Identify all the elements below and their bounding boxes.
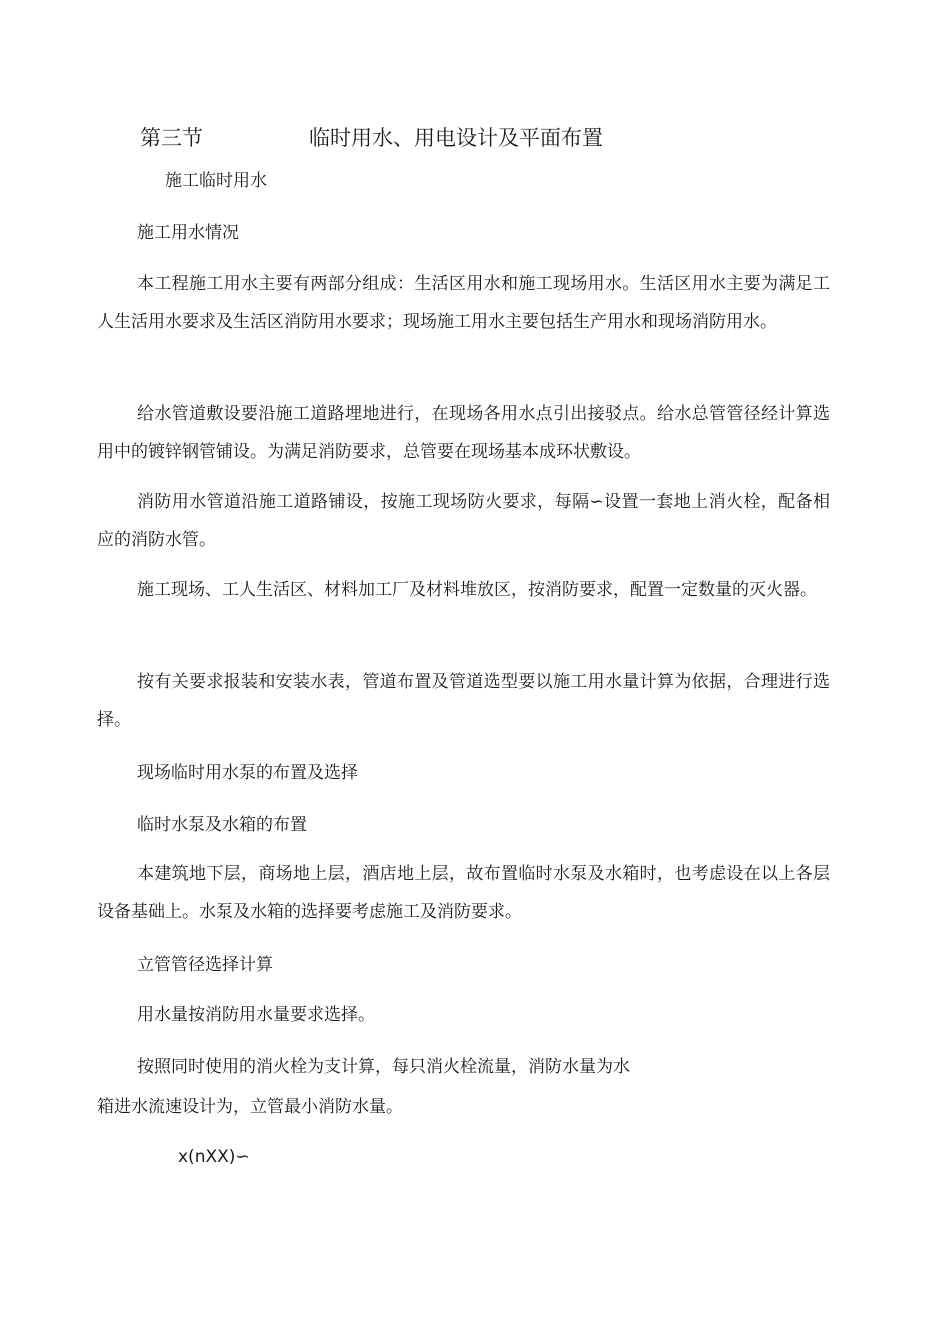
paragraph-hydrant-calc-line-2: 箱进水流速设计为，立管最小消防水量。	[97, 1097, 403, 1117]
subheading-pump-selection: 现场临时用水泵的布置及选择	[137, 763, 358, 783]
paragraph-water-pipe-laying: 给水管道敷设要沿施工道路埋地进行，在现场各用水点引出接驳点。给水总管管径经计算选用中的镀锌钢管铺设。为满足消防要求，总管要在现场基本成环状敷设。	[97, 404, 830, 462]
paragraph-fire-hydrant: 消防用水管道沿施工道路铺设，按施工现场防火要求，每隔∽设置一套地上消火栓，配备相应的消防水管。	[97, 492, 830, 550]
subheading-water-usage: 施工用水情况	[137, 223, 239, 243]
section-heading	[140, 122, 840, 154]
paragraph-water-composition: 本工程施工用水主要有两部分组成：生活区用水和施工现场用水。生活区用水主要为满足工人生活用水要求及生活区消防用水要求；现场施工用水主要包括生产用水和现场消防用水。	[97, 274, 830, 332]
paragraph-water-volume: 用水量按消防用水量要求选择。	[137, 1005, 375, 1025]
section-number: 第三节	[140, 126, 203, 150]
subheading-riser-diameter: 立管管径选择计算	[137, 955, 273, 975]
paragraph-pump-tank-placement: 本建筑地下层，商场地上层，酒店地上层，故布置临时水泵及水箱时，也考虑设在以上各层设备基础上。水泵及水箱的选择要考虑施工及消防要求。	[97, 864, 830, 922]
subheading-temporary-water: 施工临时用水	[165, 171, 267, 191]
paragraph-fire-extinguisher: 施工现场、工人生活区、材料加工厂及材料堆放区，按消防要求，配置一定数量的灭火器。	[137, 580, 817, 600]
formula: x(nXX)∽	[178, 1147, 250, 1167]
paragraph-hydrant-calc-line-1: 按照同时使用的消火栓为支计算，每只消火栓流量，消防水量为水	[137, 1057, 630, 1077]
paragraph-water-meter: 按有关要求报装和安装水表，管道布置及管道选型要以施工用水量计算为依据，合理进行选择。	[97, 672, 830, 730]
section-title: 临时用水、用电设计及平面布置	[309, 126, 603, 150]
subheading-pump-tank-layout: 临时水泵及水箱的布置	[137, 815, 307, 835]
